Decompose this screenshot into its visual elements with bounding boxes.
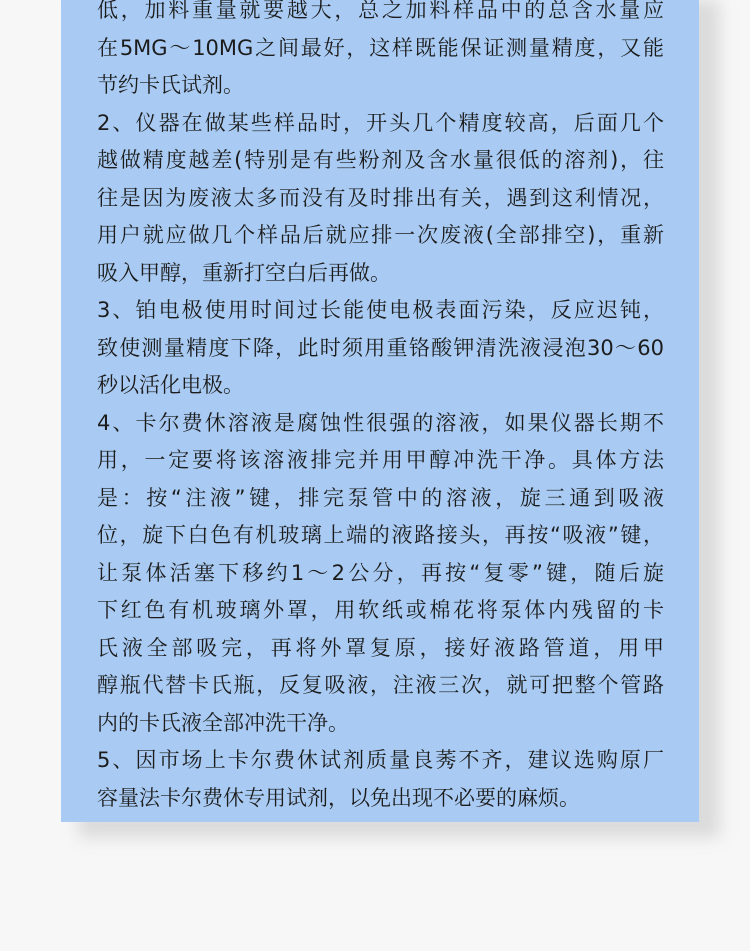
document-body	[97, 0, 664, 817]
text-line: 节约卡氏试剂。	[97, 73, 244, 97]
text-line: 秒以活化电极。	[97, 373, 244, 397]
text-line: 吸入甲醇，重新打空白后再做。	[97, 260, 391, 285]
text-line: 4、卡尔费休溶液是腐蚀性很强的溶液，如果仪器长期不	[97, 410, 664, 435]
text-line: 内的卡氏液全部冲洗干净。	[97, 710, 349, 735]
text-line: 在5MG～10MG之间最好，这样既能保证测量精度，又能	[97, 35, 664, 60]
text-line: 5、因市场上卡尔费休试剂质量良莠不齐，建议选购原厂	[97, 748, 664, 772]
text-line: 容量法卡尔费休专用试剂，以免出现不必要的麻烦。	[97, 785, 580, 810]
text-line: 3、铂电极使用时间过长能使电极表面污染，反应迟钝，	[97, 298, 664, 322]
text-line: 氏液全部吸完，再将外罩复原，接好液路管道，用甲	[97, 635, 664, 660]
text-line: 用，一定要将该溶液排完并用甲醇冲洗干净。具体方法	[97, 448, 664, 472]
text-line: 低，加料重量就要越大，总之加料样品中的总含水量应	[97, 0, 664, 22]
text-line: 2、仪器在做某些样品时，开头几个精度较高，后面几个	[97, 110, 664, 135]
text-line: 越做精度越差(特别是有些粉剂及含水量很低的溶剂)，往	[97, 148, 664, 172]
text-line: 用户就应做几个样品后就应排一次废液(全部排空)，重新	[97, 223, 664, 247]
text-line: 位，旋下白色有机玻璃上端的液路接头，再按“吸液”键，	[97, 523, 664, 547]
text-line: 是：按“注液”键，排完泵管中的溶液，旋三通到吸液	[97, 485, 664, 510]
text-line: 往是因为废液太多而没有及时排出有关，遇到这利情况，	[97, 185, 664, 210]
text-line: 致使测量精度下降，此时须用重铬酸钾清洗液浸泡30～60	[97, 335, 664, 360]
text-line: 下红色有机玻璃外罩，用软纸或棉花将泵体内残留的卡	[97, 598, 664, 622]
text-line: 让泵体活塞下移约1～2公分，再按“复零”键，随后旋	[97, 560, 664, 585]
text-line: 醇瓶代替卡氏瓶，反复吸液，注液三次，就可把整个管路	[97, 673, 664, 697]
